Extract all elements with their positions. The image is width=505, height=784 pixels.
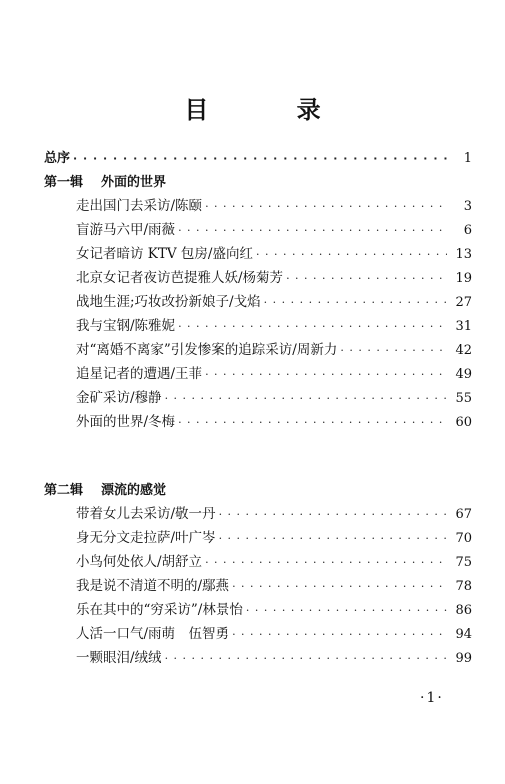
dot-leader <box>340 340 447 362</box>
page-number: ·1· <box>420 690 444 706</box>
toc-entry <box>76 339 472 361</box>
toc-entry-page: 19 <box>455 271 472 286</box>
toc-entry <box>76 387 472 409</box>
toc-entry-title: 追星记者的遭遇/王菲 <box>76 366 203 382</box>
toc-entry-page: 55 <box>455 391 472 406</box>
toc-entry <box>76 219 472 241</box>
toc-entry-title: 战地生涯;巧妆改扮新娘子/戈焰 <box>76 294 261 310</box>
toc-entry <box>76 195 472 217</box>
toc-entry <box>76 267 472 289</box>
toc-entry-title: 对“离婚不离家”引发惨案的追踪采访/周新力 <box>76 342 338 358</box>
toc-entry-page: 70 <box>455 531 472 546</box>
toc-entry-page: 42 <box>455 343 472 358</box>
section-heading-2 <box>44 480 166 502</box>
toc-entry-page: 78 <box>455 579 472 594</box>
toc-entry-preface <box>44 148 472 170</box>
toc-entry-page: 60 <box>455 415 472 430</box>
toc-entry-title: 总序 <box>44 151 71 166</box>
section-name: 漂流的感觉 <box>101 483 167 498</box>
dot-leader <box>232 576 447 598</box>
page-title: 目 录 <box>184 96 361 124</box>
toc-entry-page: 27 <box>455 295 472 310</box>
toc-entry-title: 乐在其中的“穷采访”/林景怡 <box>76 602 243 618</box>
toc-entry-title: 人活一口气/雨萌 伍智勇 <box>76 626 230 642</box>
section-heading-1 <box>44 172 166 194</box>
dot-leader <box>205 552 447 574</box>
section-label: 第二辑 <box>44 483 84 498</box>
toc-entry-page: 6 <box>463 223 472 238</box>
dot-leader <box>219 528 447 550</box>
toc-entry-title: 小鸟何处依人/胡舒立 <box>76 554 203 570</box>
toc-entry <box>76 575 472 597</box>
toc-entry-page: 13 <box>455 247 472 262</box>
toc-entry-page: 49 <box>455 367 472 382</box>
dot-leader <box>165 388 447 410</box>
toc-entry <box>76 243 472 265</box>
toc-entry <box>76 527 472 549</box>
toc-entry-page: 67 <box>455 507 472 522</box>
dot-leader <box>256 244 447 266</box>
dot-leader <box>246 600 447 622</box>
dot-leader <box>178 220 447 242</box>
dot-leader <box>165 648 447 670</box>
toc-entry-page: 94 <box>455 627 472 642</box>
toc-entry <box>76 503 472 525</box>
toc-entry-title: 带着女儿去采访/敬一丹 <box>76 506 216 522</box>
toc-entry-title: 我与宝钢/陈雅妮 <box>76 318 176 334</box>
toc-entry-title: 盲游马六甲/雨薇 <box>76 222 176 238</box>
toc-entry <box>76 411 472 433</box>
toc-entry <box>76 363 472 385</box>
section-name: 外面的世界 <box>101 175 167 190</box>
toc-entry-page: 3 <box>463 199 472 214</box>
toc-entry-page: 1 <box>463 151 472 166</box>
dot-leader <box>178 316 447 338</box>
dot-leader <box>178 412 447 434</box>
dot-leader <box>205 364 447 386</box>
toc-entry-page: 31 <box>455 319 472 334</box>
dot-leader <box>264 292 447 314</box>
toc-entry <box>76 315 472 337</box>
dot-leader <box>286 268 447 290</box>
toc-entry <box>76 291 472 313</box>
toc-entry <box>76 551 472 573</box>
toc-entry <box>76 647 472 669</box>
dot-leader <box>73 148 447 170</box>
toc-entry-title: 一颗眼泪/绒绒 <box>76 650 162 666</box>
toc-entry-title: 我是说不清道不明的/鄢燕 <box>76 578 230 594</box>
dot-leader <box>205 196 447 218</box>
toc-entry-page: 99 <box>455 651 472 666</box>
dot-leader <box>232 624 447 646</box>
toc-entry-page: 75 <box>455 555 472 570</box>
toc-entry-title: 北京女记者夜访芭提雅人妖/杨菊芳 <box>76 270 284 286</box>
toc-entry-title: 女记者暗访 KTV 包房/盛向红 <box>76 246 253 262</box>
dot-leader <box>219 504 447 526</box>
toc-entry-title: 外面的世界/冬梅 <box>76 414 176 430</box>
toc-entry-page: 86 <box>455 603 472 618</box>
toc-entry <box>76 623 472 645</box>
section-label: 第一辑 <box>44 175 84 190</box>
toc-entry-title: 身无分文走拉萨/叶广岑 <box>76 530 216 546</box>
toc-entry-title: 金矿采访/穆静 <box>76 390 162 406</box>
toc-entry <box>76 599 472 621</box>
toc-entry-title: 走出国门去采访/陈颐 <box>76 198 203 214</box>
